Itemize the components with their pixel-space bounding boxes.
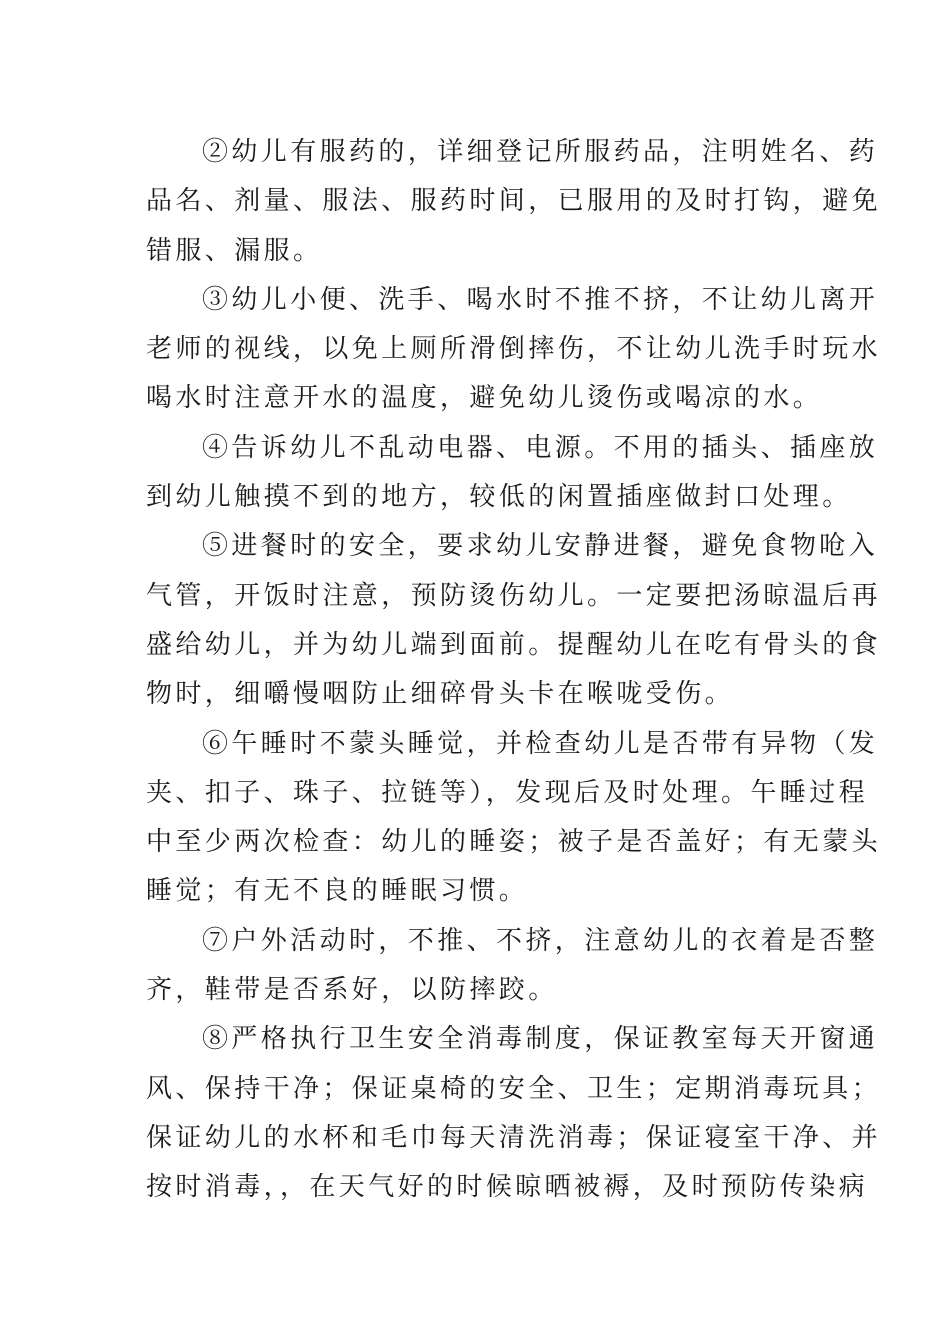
text-line: 品名、剂量、服法、服药时间，已服用的及时打钩，避免 [146, 186, 882, 217]
text-line: ③幼儿小便、洗手、喝水时不推不挤，不让幼儿离开 [202, 284, 879, 315]
text-line: 夹、扣子、珠子、拉链等），发现后及时处理。午睡过程 [146, 777, 869, 808]
text-line: ④告诉幼儿不乱动电器、电源。不用的插头、插座放 [202, 432, 879, 463]
text-line: 按时消毒，，在天气好的时候晾晒被褥，及时预防传染病 [146, 1172, 869, 1203]
text-line: 物时，细嚼慢咽防止细碎骨头卡在喉咙受伤。 [146, 679, 735, 710]
text-line: 喝水时注意开水的温度，避免幼儿烫伤或喝凉的水。 [146, 383, 823, 414]
paragraph-toilet-water [146, 276, 882, 424]
text-line: ②幼儿有服药的，详细登记所服药品，注明姓名、药 [202, 137, 879, 167]
text-line: 气管，开饭时注意，预防烫伤幼儿。一定要把汤晾温后再 [146, 580, 882, 611]
text-line: 保证幼儿的水杯和毛巾每天清洗消毒；保证寝室干净、并 [146, 1122, 882, 1153]
text-line: ⑦户外活动时，不推、不挤，注意幼儿的衣着是否整 [202, 925, 879, 956]
paragraph-nap [146, 720, 882, 917]
text-line: 老师的视线，以免上厕所滑倒摔伤，不让幼儿洗手时玩水 [146, 334, 882, 365]
document-body [146, 128, 882, 1213]
paragraph-medication [146, 128, 882, 276]
text-line: 到幼儿触摸不到的地方，较低的闲置插座做封口处理。 [146, 482, 852, 513]
text-line: 睡觉；有无不良的睡眠习惯。 [146, 876, 529, 907]
text-line: 错服、漏服。 [146, 235, 323, 266]
text-line: ⑥午睡时不蒙头睡觉，并检查幼儿是否带有异物（发 [202, 728, 879, 759]
text-line: 盛给幼儿，并为幼儿端到面前。提醒幼儿在吃有骨头的食 [146, 629, 882, 660]
paragraph-hygiene [146, 1015, 882, 1212]
text-line: 齐，鞋带是否系好，以防摔跤。 [146, 975, 558, 1006]
text-line: ⑧严格执行卫生安全消毒制度，保证教室每天开窗通 [202, 1024, 879, 1055]
paragraph-outdoor [146, 917, 879, 1016]
paragraph-electrical [146, 424, 879, 523]
text-line: 中至少两次检查：幼儿的睡姿；被子是否盖好；有无蒙头 [146, 827, 882, 858]
text-line: ⑤进餐时的安全，要求幼儿安静进餐，避免食物呛入 [202, 531, 879, 562]
paragraph-meals [146, 522, 882, 719]
text-line: 风、保持干净；保证桌椅的安全、卫生；定期消毒玩具； [146, 1073, 882, 1104]
